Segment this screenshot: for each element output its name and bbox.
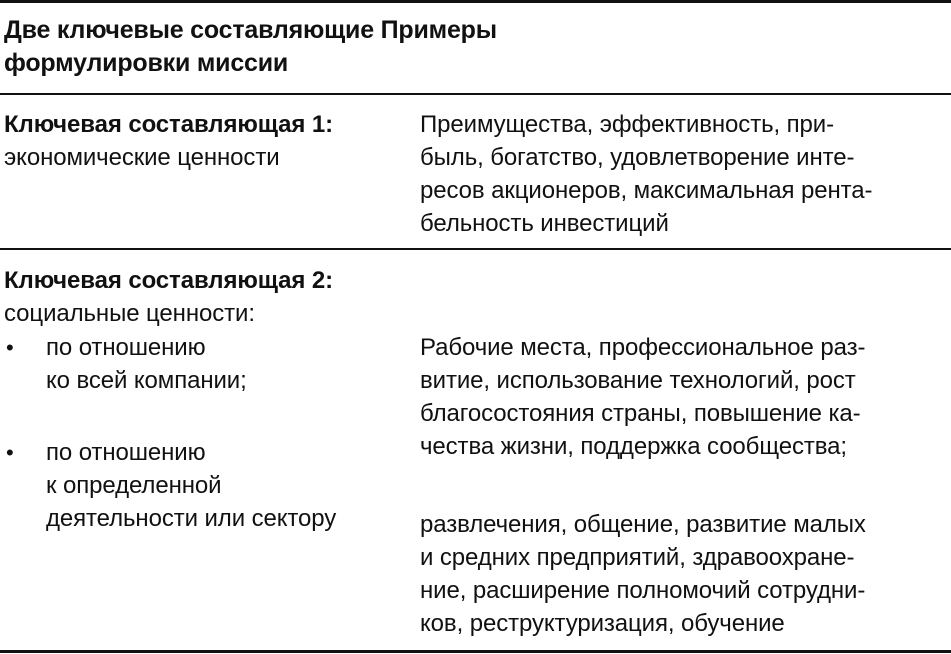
bullet1-example-line: Рабочие места, профессиональное раз-: [420, 334, 866, 361]
row1-example-line: быль, богатство, удовлетворение инте-: [420, 144, 855, 171]
table-bottom-rule: [0, 650, 951, 653]
header-line-2: формулировки миссии: [4, 49, 289, 77]
bullet1-example-line: витие, использование технологий, рост: [420, 367, 856, 394]
row1-example-line: бельность инвестиций: [420, 210, 669, 237]
bullet2-example-line: ков, реструктуризация, обучение: [420, 610, 785, 637]
bullet1-example-line: благосостояния страны, повышение ка-: [420, 400, 861, 427]
bullet1-line: ко всей компании;: [46, 367, 247, 394]
bullet1-example-line: чества жизни, поддержка сообщества;: [420, 433, 847, 460]
row-divider: [0, 248, 951, 250]
bullet-marker: •: [6, 440, 14, 465]
bullet2-line: деятельности или сектору: [46, 505, 337, 532]
header-divider: [0, 93, 951, 95]
bullet-marker: •: [6, 335, 14, 360]
bullet1-line: по отношению: [46, 334, 206, 361]
header-line-1: Две ключевые составляющие Примеры: [4, 16, 497, 44]
row1-title: Ключевая составляющая 1:: [4, 111, 334, 138]
row2-subtitle: социальные ценности:: [4, 300, 255, 327]
row1-subtitle: экономические ценности: [4, 144, 280, 171]
row1-example-line: ресов акционеров, максимальная рента-: [420, 177, 873, 204]
bullet2-line: к определенной: [46, 472, 222, 499]
table-header: [4, 14, 497, 80]
row2-title: Ключевая составляющая 2:: [4, 267, 334, 294]
bullet2-example-line: и средних предприятий, здравоохране-: [420, 544, 855, 571]
bullet2-example-line: ние, расширение полномочий сотрудни-: [420, 577, 866, 604]
row1-example-line: Преимущества, эффективность, при-: [420, 111, 834, 138]
bullet2-line: по отношению: [46, 439, 206, 466]
bullet2-example-line: развлечения, общение, развитие малых: [420, 511, 866, 538]
table-top-rule: [0, 0, 951, 3]
